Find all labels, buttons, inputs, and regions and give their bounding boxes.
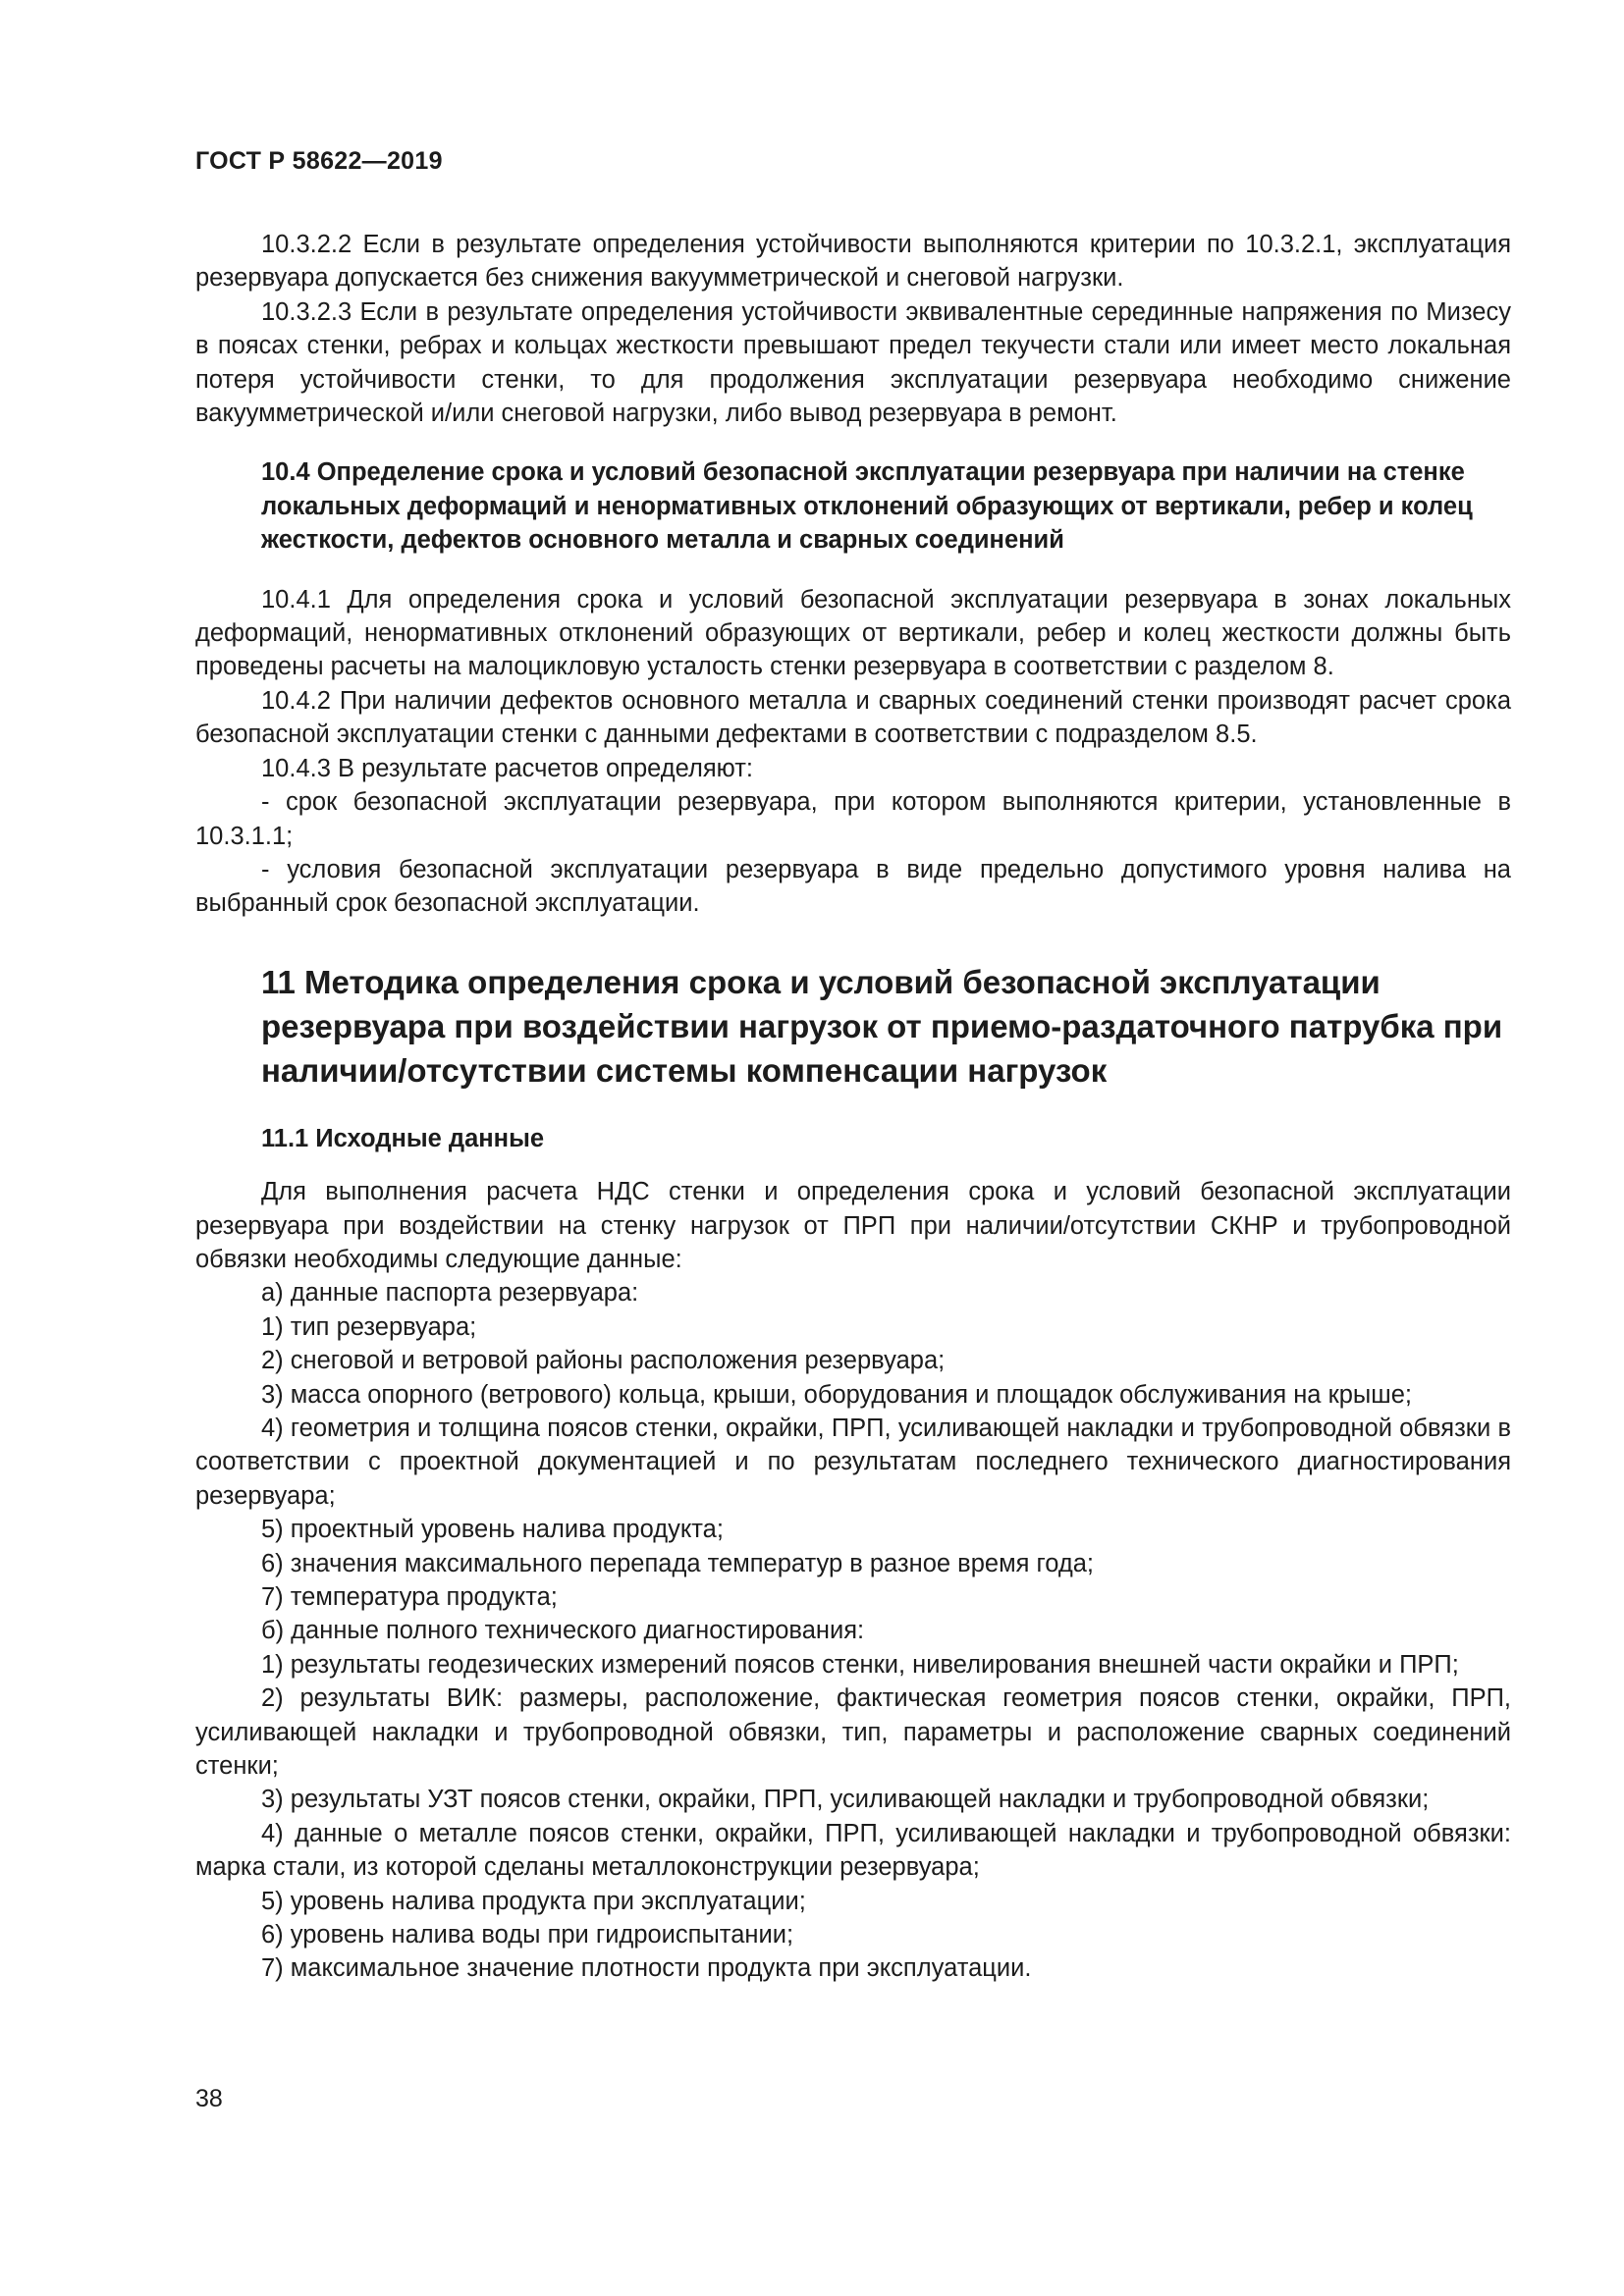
- list-b-item: 1) результаты геодезических измерений поясов стенки, нивелирования внешней части окрайки и ПРП;: [261, 1650, 1459, 1679]
- paragraph-10-4-3: 10.4.3 В результате расчетов определяют:: [261, 754, 753, 782]
- paragraph-10-4-3-item-1: - срок безопасной эксплуатации резервуара, при котором выполняются критерии, установленные в 10.3.1.1;: [195, 788, 1511, 850]
- paragraph-10-3-2-2: 10.3.2.2 Если в результате определения устойчивости выполняются критерии по 10.3.2.1, эксплуатация резервуара допускается без снижения вакуумметрической и снеговой нагрузки.: [195, 231, 1511, 293]
- paragraph-11-1-intro: Для выполнения расчета НДС стенки и определения срока и условий безопасной эксплуатации резервуара при воздействии на стенку нагрузок от ПРП при наличии/отсутствии СКНР и трубопроводной обвязки необходимы следующие данные:: [195, 1178, 1511, 1273]
- list-b-item: 7) максимальное значение плотности продукта при эксплуатации.: [261, 1954, 1032, 1983]
- standard-header: ГОСТ Р 58622—2019: [195, 147, 443, 175]
- list-b-item: 6) уровень налива воды при гидроиспытании;: [261, 1921, 794, 1949]
- paragraph-10-4-3-item-2: - условия безопасной эксплуатации резервуара в виде предельно допустимого уровня налива на выбранный срок безопасной эксплуатации.: [195, 855, 1511, 918]
- subsection-heading-11-1: 11.1 Исходные данные: [261, 1124, 545, 1152]
- list-b-item: 5) уровень налива продукта при эксплуатации;: [261, 1887, 806, 1915]
- list-a-title: а) данные паспорта резервуара:: [261, 1279, 639, 1308]
- list-b-item: 3) результаты УЗТ поясов стенки, окрайки, ПРП, усиливающей накладки и трубопроводной обвязки;: [261, 1786, 1430, 1814]
- list-b-item: 2) результаты ВИК: размеры, расположение, фактическая геометрия поясов стенки, окрайки, ПРП, усиливающей накладки и трубопроводной обвязки, тип, параметры и расположение сварных соединений стенки;: [195, 1684, 1511, 1781]
- list-b-item: 4) данные о металле поясов стенки, окрайки, ПРП, усиливающей накладки и трубопроводной обвязки: марка стали, из которой сделаны металлоконструкции резервуара;: [195, 1819, 1511, 1882]
- list-a-item: 6) значения максимального перепада температур в разное время года;: [261, 1549, 1094, 1577]
- page-number: 38: [195, 2085, 223, 2112]
- section-title-11: 11 Методика определения срока и условий безопасной эксплуатации резервуара при воздействии нагрузок от приемо-раздаточного патрубка при наличии/отсутствии системы компенсации нагрузок: [261, 963, 1503, 1089]
- list-a-item: 7) температура продукта;: [261, 1583, 558, 1611]
- list-a-item: 1) тип резервуара;: [261, 1312, 477, 1341]
- list-a-item: 4) геометрия и толщина поясов стенки, окрайки, ПРП, усиливающей накладки и трубопроводной обвязки в соответствии с проектной документацией и по результатам последнего технического диагностирования резервуара;: [195, 1414, 1511, 1510]
- paragraph-10-3-2-3: 10.3.2.3 Если в результате определения устойчивости эквивалентные серединные напряжения по Мизесу в поясах стенки, ребрах и кольцах жесткости превышают предел текучести стали или имеет место локальная потеря устойчивости стенки, то для продолжения эксплуатации резервуара необходимо снижение вакуумметрической и/или снеговой нагрузки, либо вывод резервуара в ремонт.: [195, 297, 1511, 428]
- list-a-item: 5) проектный уровень налива продукта;: [261, 1516, 724, 1544]
- page-content: [195, 228, 1511, 1986]
- list-a-item: 3) масса опорного (ветрового) кольца, крыши, оборудования и площадок обслуживания на крыше;: [261, 1380, 1412, 1409]
- paragraph-10-4-1: 10.4.1 Для определения срока и условий безопасной эксплуатации резервуара в зонах локальных деформаций, ненормативных отклонений образующих от вертикали, ребер и колец жесткости должны быть проведены расчеты на малоцикловую усталость стенки резервуара в соответствии с разделом 8.: [195, 585, 1511, 681]
- list-b-title: б) данные полного технического диагностирования:: [261, 1617, 865, 1645]
- subsection-heading-10-4: 10.4 Определение срока и условий безопасной эксплуатации резервуара при наличии на стенке локальных деформаций и ненормативных отклонений образующих от вертикали, ребер и колец жесткости, дефектов основного металла и сварных соединений: [261, 458, 1473, 555]
- paragraph-10-4-2: 10.4.2 При наличии дефектов основного металла и сварных соединений стенки производят расчет срока безопасной эксплуатации стенки с данными дефектами в соответствии с подразделом 8.5.: [195, 686, 1511, 749]
- list-a-item: 2) снеговой и ветровой районы расположения резервуара;: [261, 1347, 946, 1375]
